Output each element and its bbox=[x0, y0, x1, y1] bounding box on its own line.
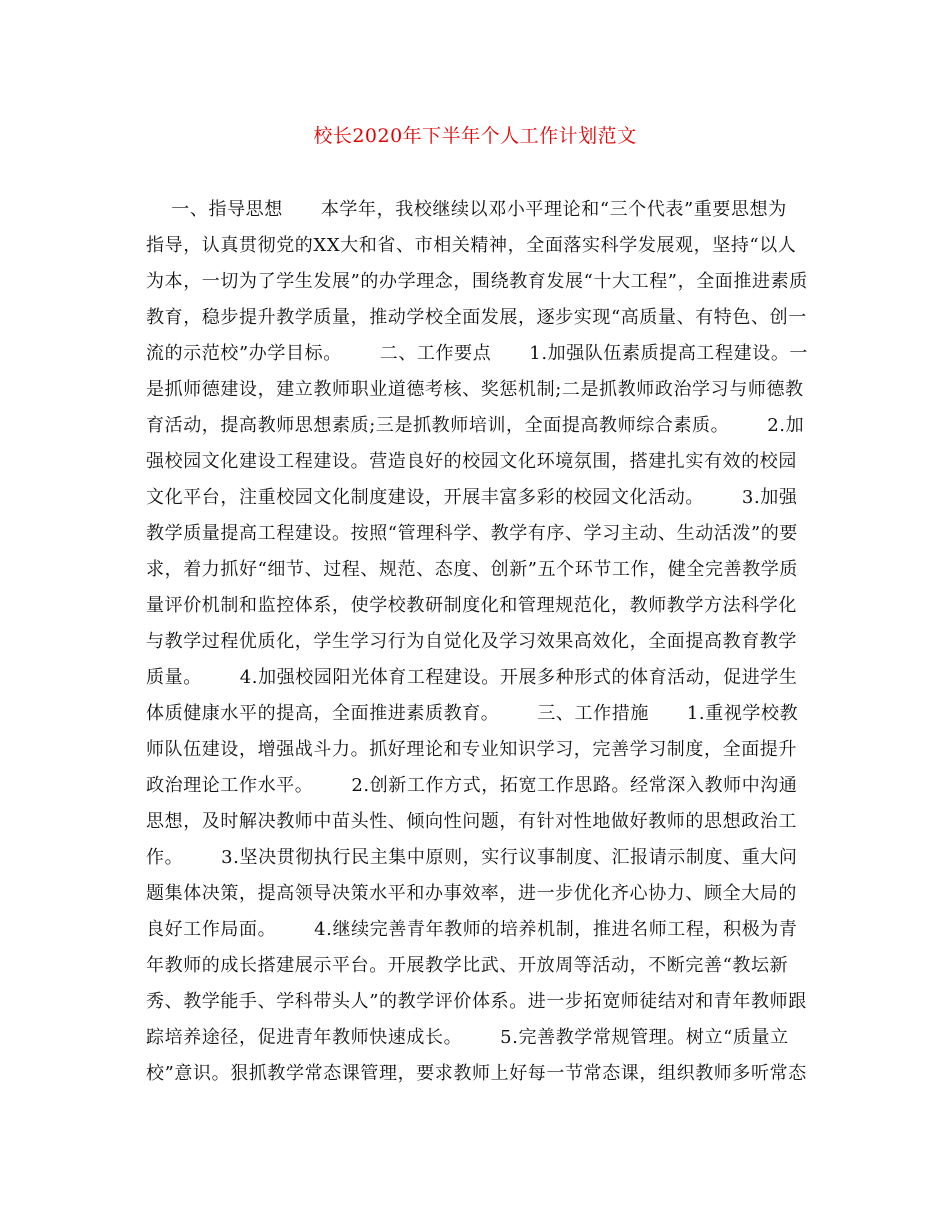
body-text-line: 质量。 4.加强校园阳光体育工程建设。开展多种形式的体育活动，促进学生 bbox=[146, 667, 798, 688]
body-text-line: 校”意识。狠抓教学常态课管理，要求教师上好每一节常态课，组织教师多听常态 bbox=[146, 1063, 807, 1084]
body-text-line: 为本，一切为了学生发展”的办学理念，围绕教育发展“十大工程”，全面推进素质 bbox=[146, 271, 808, 292]
body-text-line: 量评价机制和监控体系，使学校教研制度化和管理规范化，教师教学方法科学化 bbox=[146, 595, 797, 616]
body-text-line: 教学质量提高工程建设。按照“管理科学、教学有序、学习主动、生动活泼”的要 bbox=[146, 523, 799, 544]
body-text-line: 良好工作局面。 4.继续完善青年教师的培养机制，推进名师工程，积极为青 bbox=[146, 919, 798, 940]
body-text-line: 求，着力抓好“细节、过程、规范、态度、创新”五个环节工作，健全完善教学质 bbox=[146, 559, 799, 580]
body-text-line: 踪培养途径，促进青年教师快速成长。 5.完善教学常规管理。树立“质量立 bbox=[146, 1027, 789, 1048]
body-text-line: 与教学过程优质化，学生学习行为自觉化及学习效果高效化，全面提高教育教学 bbox=[146, 631, 797, 652]
body-text-line: 强校园文化建设工程建设。营造良好的校园文化环境氛围，搭建扎实有效的校园 bbox=[146, 451, 797, 472]
body-text-line: 指导，认真贯彻党的XX大和省、市相关精神，全面落实科学发展观，坚持“以人 bbox=[146, 235, 797, 256]
body-text-line: 流的示范校”办学目标。 二、工作要点 1.加强队伍素质提高工程建设。一 bbox=[146, 343, 809, 364]
body-text-line: 文化平台，注重校园文化制度建设，开展丰富多彩的校园文化活动。 3.加强 bbox=[146, 487, 798, 508]
document-title: 校长2020年下半年个人工作计划范文 bbox=[313, 125, 637, 147]
body-text-line: 一、指导思想 本学年，我校继续以邓小平理论和“三个代表”重要思想为 bbox=[146, 199, 787, 220]
body-text-line: 是抓师德建设，建立教师职业道德考核、奖惩机制;二是抓教师政治学习与师德教 bbox=[146, 379, 804, 400]
body-text-line: 教育，稳步提升教学质量，推动学校全面发展，逐步实现“高质量、有特色、创一 bbox=[146, 307, 807, 328]
body-text-line: 作。 3.坚决贯彻执行民主集中原则，实行议事制度、汇报请示制度、重大问 bbox=[146, 847, 798, 868]
body-text-line: 政治理论工作水平。 2.创新工作方式，拓宽工作思路。经常深入教师中沟通 bbox=[146, 775, 798, 796]
body-text-line: 题集体决策，提高领导决策水平和办事效率，进一步优化齐心协力、顾全大局的 bbox=[146, 883, 797, 904]
body-text-line: 秀、教学能手、学科带头人”的教学评价体系。进一步拓宽师徒结对和青年教师跟 bbox=[146, 991, 807, 1012]
body-text-line: 年教师的成长搭建展示平台。开展教学比武、开放周等活动，不断完善“教坛新 bbox=[146, 955, 789, 976]
body-text-line: 师队伍建设，增强战斗力。抓好理论和专业知识学习，完善学习制度，全面提升 bbox=[146, 739, 797, 760]
body-text-line: 育活动，提高教师思想素质;三是抓教师培训，全面提高教师综合素质。 2.加 bbox=[146, 415, 805, 436]
body-text-line: 思想，及时解决教师中苗头性、倾向性问题，有针对性地做好教师的思想政治工 bbox=[146, 811, 797, 832]
body-text-line: 体质健康水平的提高，全面推进素质教育。 三、工作措施 1.重视学校教 bbox=[146, 703, 799, 724]
document-body bbox=[146, 192, 809, 1092]
